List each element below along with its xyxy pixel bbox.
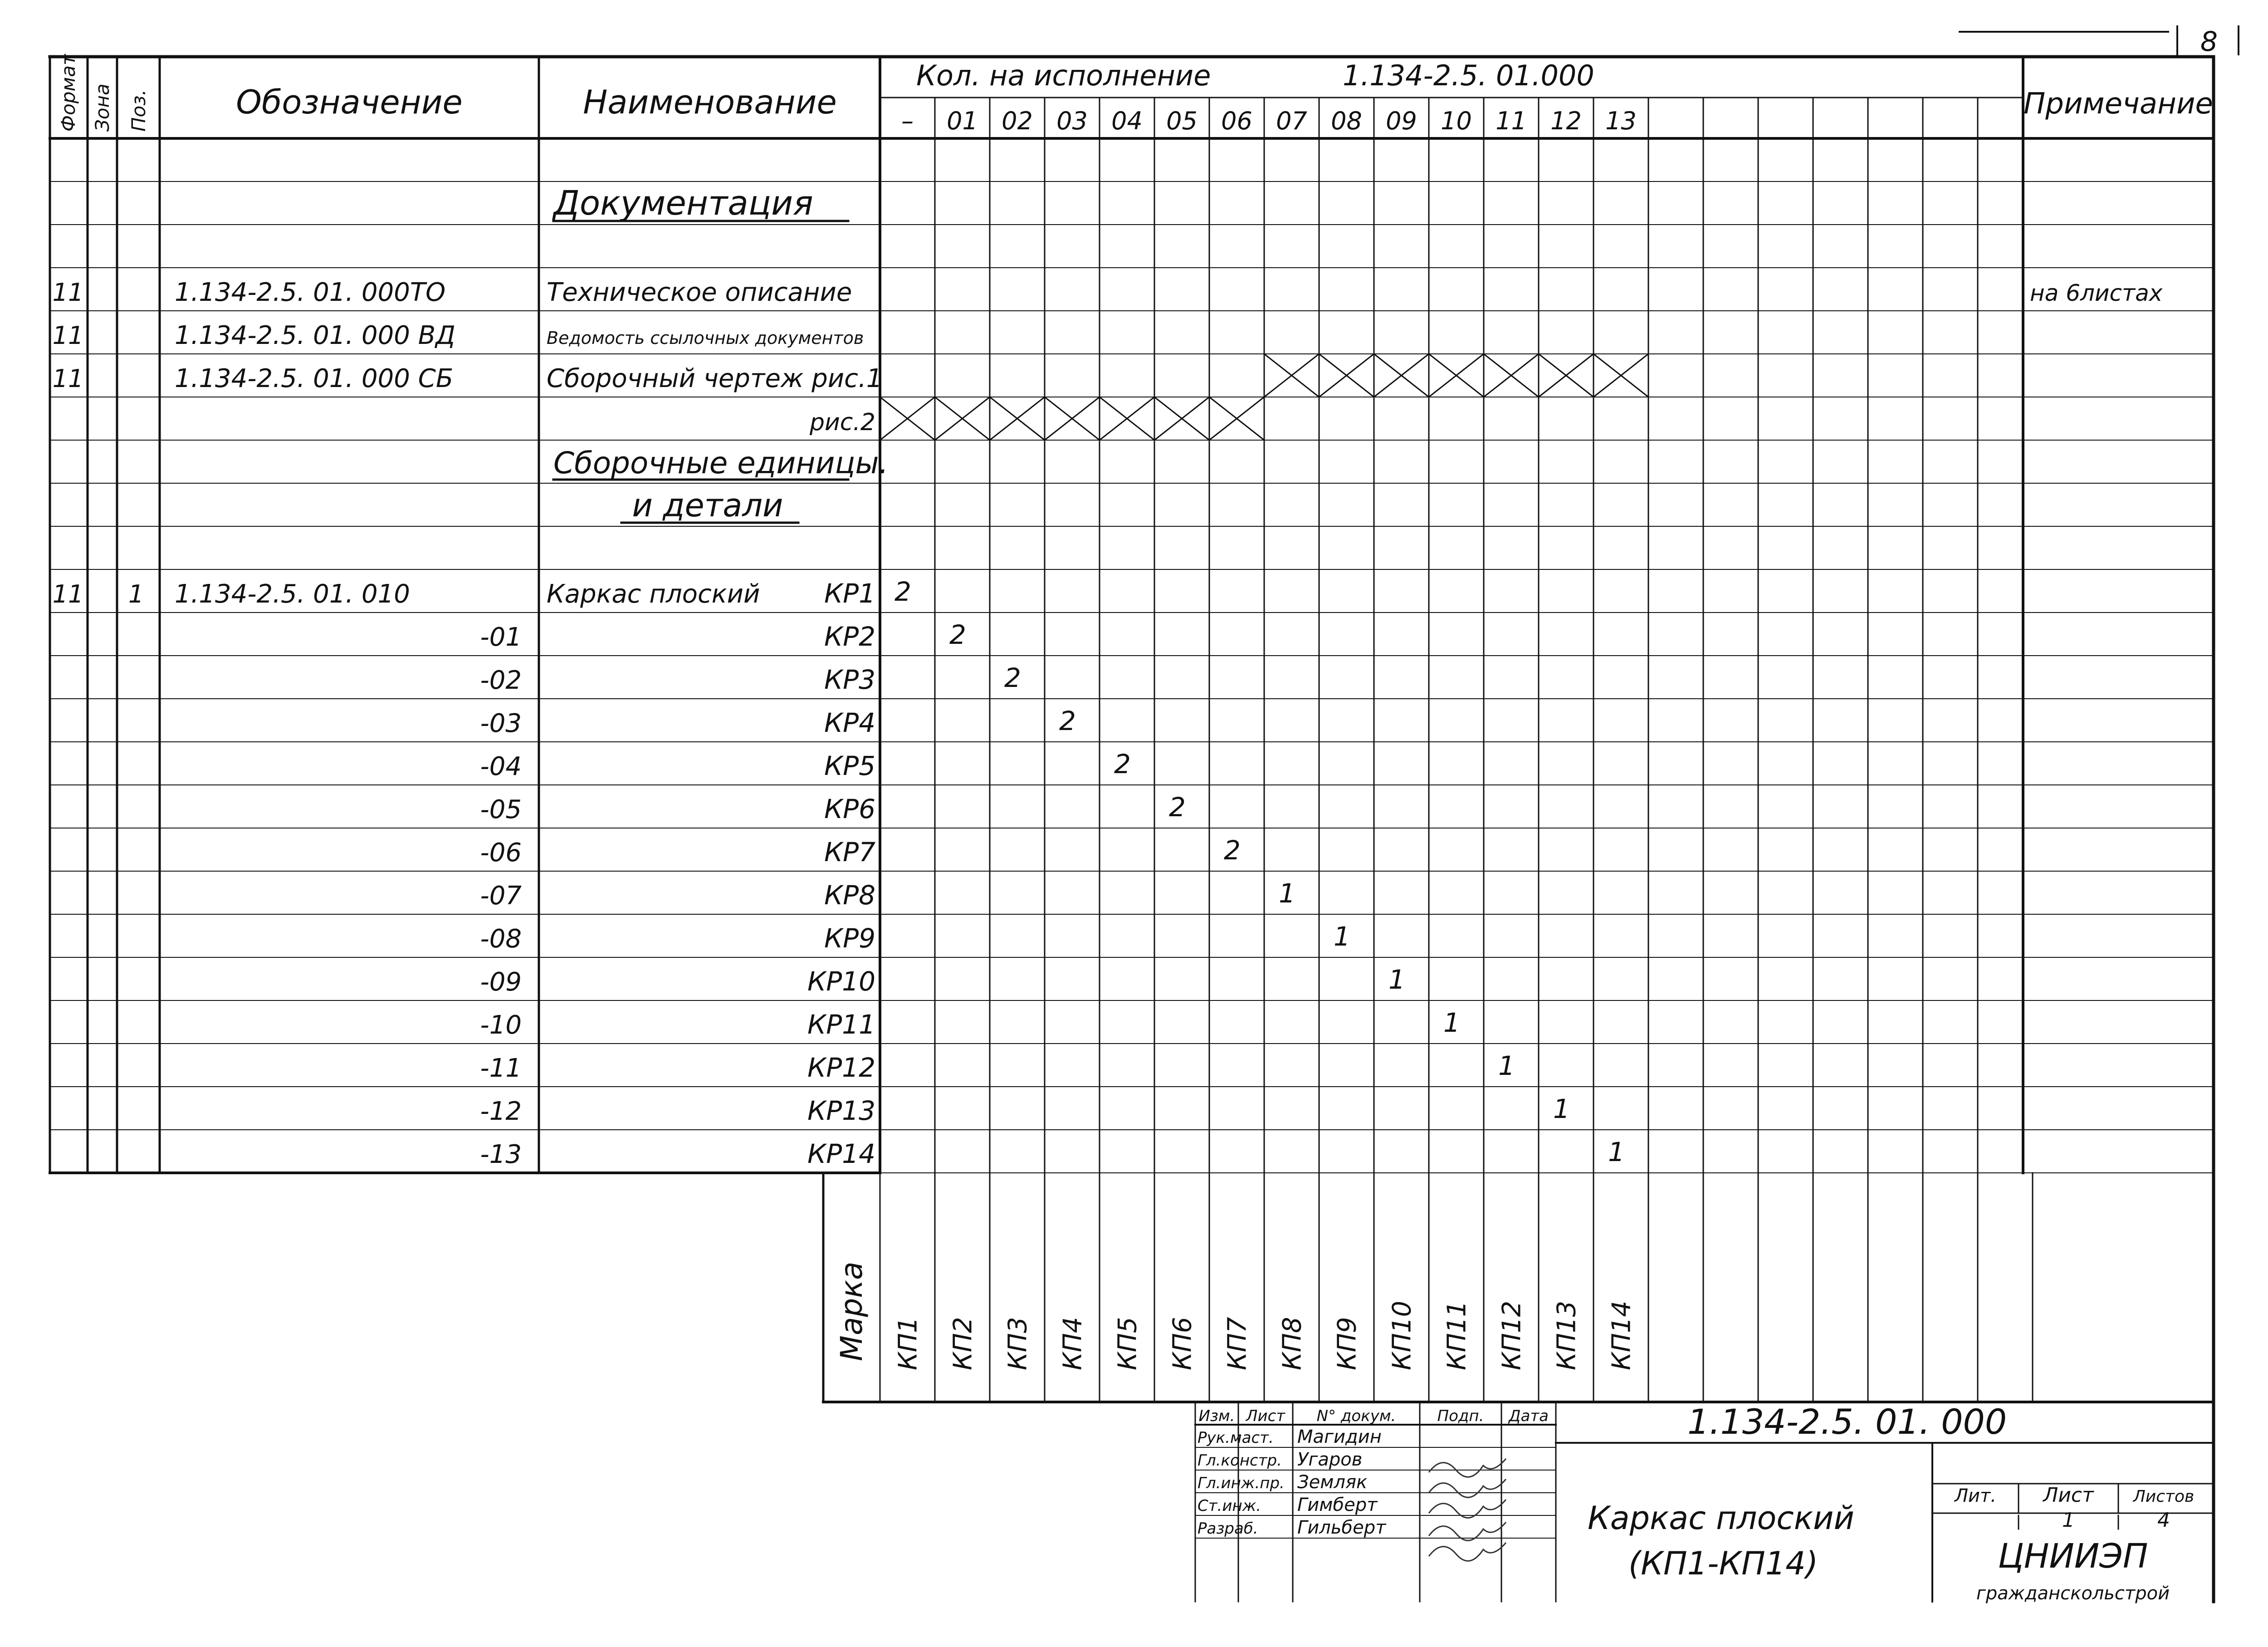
- oboznachenie-header: Обозначение: [236, 83, 463, 121]
- oboznachenie-cell: 1.134-2.5. 01. 000 ВД: [175, 321, 455, 350]
- marka-value: КП7: [1222, 1317, 1252, 1370]
- mark-code-cell: КР7: [824, 837, 875, 868]
- quantity-cell: 1: [1553, 1093, 1570, 1124]
- primechanie-header: Примечание: [2024, 87, 2213, 121]
- format-cell: 11: [52, 321, 84, 350]
- quantity-cell: 1: [1279, 878, 1295, 909]
- marka-value: КП1: [893, 1317, 923, 1370]
- variant-header: 01: [947, 107, 978, 135]
- signature-scribble: [1429, 1459, 1506, 1477]
- marka-value: КП11: [1442, 1300, 1472, 1370]
- titleblock-name: Гильберт: [1297, 1517, 1386, 1538]
- signature-scribble: [1429, 1543, 1506, 1561]
- kol-code: 1.134-2.5. 01.000: [1343, 59, 1594, 92]
- oboznachenie-cell: 1.134-2.5. 01. 000 СБ: [175, 364, 454, 393]
- marka-value: КП2: [948, 1317, 978, 1370]
- oboznachenie-cell: -03: [480, 709, 522, 738]
- mark-code-cell: КР9: [824, 923, 875, 954]
- titleblock-column-header: Подп.: [1437, 1407, 1484, 1425]
- format-cell: 11: [52, 580, 84, 608]
- listov-label: Листов: [2133, 1487, 2195, 1506]
- naimenovanie-cell: рис.2: [809, 409, 875, 436]
- mark-code-cell: КР5: [824, 750, 875, 781]
- oboznachenie-cell: -06: [480, 838, 522, 868]
- titleblock-column-header: Изм.: [1198, 1407, 1235, 1425]
- drawing-code: 1.134-2.5. 01. 000: [1687, 1402, 2007, 1442]
- variant-header: 08: [1331, 107, 1362, 135]
- variant-header: –: [901, 107, 914, 135]
- quantity-cell: 2: [1004, 662, 1021, 693]
- mark-code-cell: КР4: [824, 707, 875, 738]
- oboznachenie-cell: -05: [480, 795, 522, 824]
- variant-header: 11: [1496, 107, 1527, 135]
- section-heading: Документация: [553, 184, 813, 223]
- quantity-cell: 1: [1388, 964, 1405, 995]
- quantity-cell: 2: [949, 619, 966, 650]
- quantity-cell: 2: [1114, 749, 1131, 779]
- mark-code-cell: КР13: [807, 1095, 875, 1126]
- oboznachenie-cell: -01: [480, 623, 522, 652]
- titleblock-column-header: N° докум.: [1316, 1407, 1396, 1425]
- kol-title: Кол. на исполнение: [916, 59, 1211, 92]
- marka-value: КП5: [1113, 1317, 1143, 1370]
- variant-header: 12: [1550, 107, 1582, 135]
- marka-value: КП14: [1607, 1300, 1637, 1370]
- format-cell: 11: [52, 278, 84, 307]
- oboznachenie-cell: -11: [480, 1054, 522, 1083]
- quantity-cell: 2: [1059, 706, 1076, 736]
- naimenovanie-cell: Сборочный чертеж рис.1: [547, 364, 883, 393]
- mark-code-cell: КР3: [824, 664, 875, 695]
- mark-code-cell: КР10: [807, 966, 875, 997]
- titleblock-name: Земляк: [1297, 1472, 1368, 1493]
- organization-sub: гражданскольстрой: [1976, 1583, 2170, 1604]
- titleblock-column-header: Дата: [1508, 1407, 1549, 1425]
- titleblock-name: Угаров: [1297, 1449, 1363, 1470]
- quantity-cell: 1: [1443, 1007, 1460, 1038]
- quantity-cell: 2: [1169, 792, 1186, 823]
- oboznachenie-cell: -13: [480, 1140, 522, 1169]
- mark-code-cell: КР1: [824, 578, 875, 609]
- drawing-title: Каркас плоский: [1588, 1500, 1855, 1537]
- variant-header: 03: [1056, 107, 1088, 135]
- oboznachenie-cell: -09: [480, 967, 522, 997]
- poz-header: Поз.: [127, 89, 150, 132]
- variant-header: 04: [1111, 107, 1143, 135]
- marka-value: КП13: [1552, 1300, 1582, 1370]
- quantity-cell: 2: [1224, 835, 1241, 866]
- quantity-cell: 2: [894, 576, 911, 607]
- signature-scribble: [1429, 1479, 1506, 1497]
- lit-label: Лит.: [1954, 1485, 1997, 1506]
- naimenovanie-cell: Каркас плоский: [547, 579, 760, 609]
- titleblock-role: Гл.инж.пр.: [1198, 1474, 1285, 1492]
- variant-header: 13: [1605, 107, 1637, 135]
- titleblock-name: Магидин: [1297, 1426, 1382, 1447]
- primechanie-cell: на 6листах: [2030, 280, 2163, 306]
- marka-value: КП8: [1277, 1317, 1307, 1370]
- oboznachenie-cell: -02: [480, 666, 522, 695]
- naimenovanie-header: Наименование: [583, 83, 837, 121]
- quantity-cell: 1: [1498, 1050, 1515, 1081]
- mark-code-cell: КР14: [807, 1138, 875, 1169]
- mark-code-cell: КР6: [824, 794, 875, 824]
- section-heading: и детали: [632, 487, 783, 524]
- oboznachenie-cell: -10: [480, 1010, 522, 1040]
- list-label: Лист: [2043, 1484, 2094, 1507]
- format-header: Формат: [57, 54, 79, 132]
- naimenovanie-cell: Ведомость ссылочных документов: [547, 328, 864, 348]
- drawing-title-sub: (КП1-КП14): [1628, 1545, 1818, 1582]
- section-heading: Сборочные единицы.: [553, 446, 889, 480]
- organization: ЦНИИЭП: [1998, 1537, 2148, 1576]
- oboznachenie-cell: -04: [480, 752, 522, 781]
- list-value: 1: [2062, 1509, 2075, 1532]
- oboznachenie-cell: 1.134-2.5. 01. 000ТО: [175, 278, 446, 307]
- variant-header: 09: [1386, 107, 1417, 135]
- titleblock-column-header: Лист: [1246, 1407, 1286, 1425]
- oboznachenie-cell: -12: [480, 1097, 522, 1126]
- format-cell: 11: [52, 364, 84, 393]
- variant-header: 05: [1166, 107, 1198, 135]
- naimenovanie-cell: Техническое описание: [547, 278, 852, 307]
- marka-label: Марка: [834, 1261, 869, 1361]
- oboznachenie-cell: -08: [480, 924, 522, 954]
- marka-value: КП3: [1003, 1317, 1033, 1370]
- titleblock-role: Рук.маст.: [1198, 1429, 1274, 1447]
- oboznachenie-cell: -07: [480, 881, 522, 911]
- marka-value: КП10: [1387, 1300, 1417, 1370]
- page-number: 8: [2200, 26, 2218, 58]
- oboznachenie-cell: 1.134-2.5. 01. 010: [175, 579, 410, 609]
- mark-code-cell: КР8: [824, 880, 875, 911]
- mark-code-cell: КР2: [824, 621, 875, 652]
- quantity-cell: 1: [1334, 921, 1350, 952]
- titleblock-name: Гимберт: [1297, 1495, 1378, 1515]
- titleblock-role: Гл.констр.: [1198, 1451, 1282, 1470]
- variant-header: 10: [1441, 107, 1472, 135]
- titleblock-role: Разраб.: [1198, 1520, 1258, 1538]
- variant-header: 06: [1221, 107, 1252, 135]
- poz-cell: 1: [128, 580, 144, 608]
- listov-value: 4: [2157, 1509, 2170, 1532]
- mark-code-cell: КР11: [807, 1009, 875, 1040]
- zona-header: Зона: [91, 83, 113, 132]
- titleblock-role: Ст.инж.: [1198, 1497, 1261, 1515]
- marka-value: КП6: [1168, 1317, 1198, 1370]
- mark-code-cell: КР12: [807, 1052, 875, 1083]
- marka-value: КП9: [1332, 1317, 1362, 1370]
- variant-header: 02: [1002, 107, 1033, 135]
- marka-value: КП12: [1497, 1300, 1527, 1370]
- quantity-cell: 1: [1608, 1137, 1625, 1167]
- variant-header: 07: [1276, 107, 1307, 135]
- marka-value: КП4: [1058, 1317, 1088, 1370]
